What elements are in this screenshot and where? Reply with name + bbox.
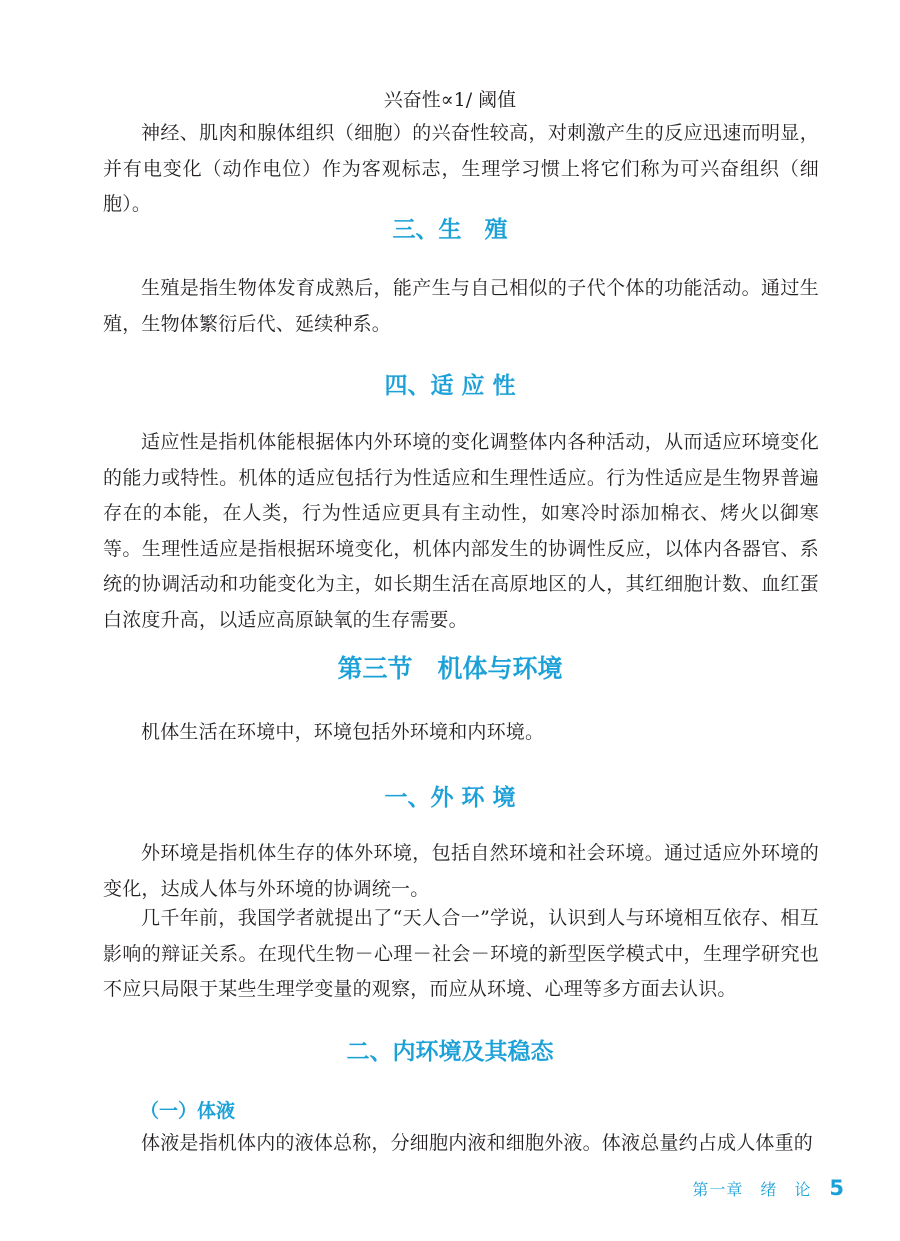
page-number: 5 — [829, 1176, 844, 1200]
page-footer — [692, 1176, 844, 1200]
environment-intro-paragraph: 机体生活在环境中，环境包括外环境和内环境。 — [141, 721, 545, 743]
subheading-body-fluid: （一）体液 — [140, 1100, 236, 1122]
heading-reproduction: 三、生 殖 — [392, 217, 508, 243]
heading-external-environment: 一、外 环 境 — [384, 785, 516, 811]
external-environment-paragraph-2: 几千年前，我国学者就提出了“天人合一”学说，认识到人与环境相互依存、相互影响的辩证关系。在现代生物－心理－社会－环境的新型医学模式中，生理学研究也不应只局限于某些生理学变量的观察，而应从环境、心理等多方面去认识。 — [103, 907, 819, 1000]
body-fluid-paragraph: 体液是指机体内的液体总称，分细胞内液和细胞外液。体液总量约占成人体重的 — [141, 1132, 814, 1154]
excitable-tissue-paragraph: 神经、肌肉和腺体组织（细胞）的兴奋性较高，对刺激产生的反应迅速而明显，并有电变化（动作电位）作为客观标志，生理学习惯上将它们称为可兴奋组织（细胞）。 — [103, 122, 819, 215]
reproduction-paragraph: 生殖是指生物体发育成熟后，能产生与自己相似的子代个体的功能活动。通过生殖，生物体繁衍后代、延续种系。 — [103, 277, 819, 335]
footer-chapter-label: 第一章 绪 论 — [692, 1180, 812, 1199]
external-environment-paragraph-1: 外环境是指机体生存的体外环境，包括自然环境和社会环境。通过适应外环境的变化，达成人体与外环境的协调统一。 — [103, 842, 819, 900]
heading-adaptability: 四、适 应 性 — [384, 373, 516, 399]
section-three-title: 第三节 机体与环境 — [337, 654, 563, 683]
excitability-formula: 兴奋性∝1/ 阈值 — [383, 89, 517, 111]
adaptability-paragraph: 适应性是指机体能根据体内外环境的变化调整体内各种活动，从而适应环境变化的能力或特性。机体的适应包括行为性适应和生理性适应。行为性适应是生物界普遍存在的本能，在人类，行为性适应更具有主动性，如寒冷时添加棉衣、烤火以御寒等。生理性适应是指根据环境变化，机体内部发生的协调性反应，以体内各器官、系统的协调活动和功能变化为主，如长期生活在高原地区的人，其红细胞计数、血红蛋白浓度升高，以适应高原缺氧的生存需要。 — [103, 431, 819, 631]
heading-internal-environment: 二、内环境及其稳态 — [346, 1039, 554, 1065]
